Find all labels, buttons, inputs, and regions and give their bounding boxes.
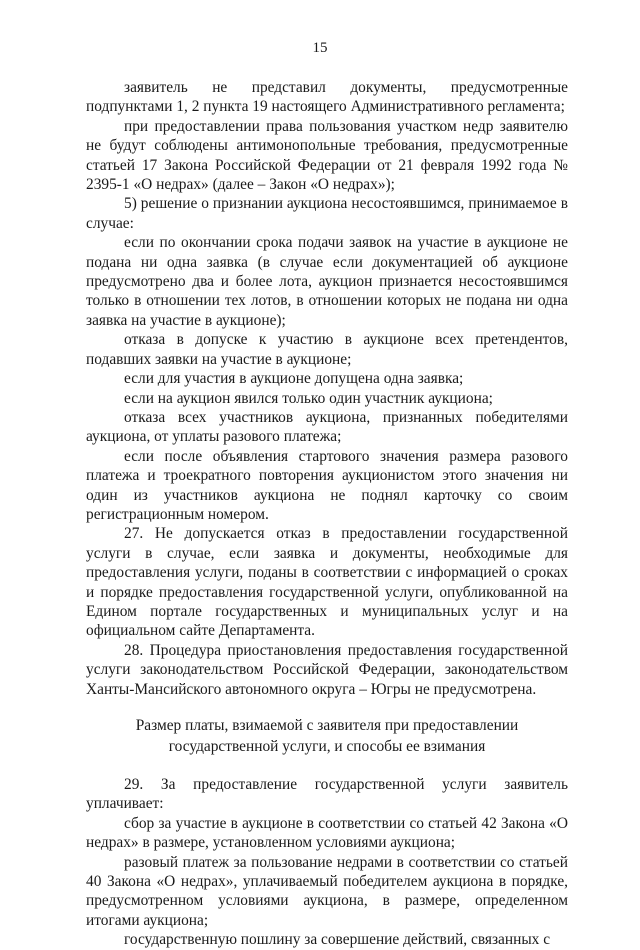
paragraph: отказа всех участников аукциона, признанных победителями аукциона, от уплаты разового платежа; bbox=[86, 408, 568, 446]
paragraph: 5) решение о признании аукциона несостоявшимся, принимаемое в случае: bbox=[86, 195, 568, 232]
paragraph: отказа в допуске к участию в аукционе всех претендентов, подавших заявки на участие в аукционе; bbox=[86, 331, 568, 368]
document-body bbox=[86, 78, 568, 950]
section-heading: Размер платы, взимаемой с заявителя при предоставлении государственной услуги, и способы ее взимания bbox=[135, 717, 519, 755]
paragraph: если для участия в аукционе допущена одна заявка; bbox=[124, 370, 464, 388]
paragraph: сбор за участие в аукционе в соответствии со статьей 42 Закона «О недрах» в размере, установленном условиями аукциона; bbox=[86, 814, 568, 852]
paragraph: 29. За предоставление государственной услуги заявитель уплачивает: bbox=[86, 776, 568, 813]
paragraph: 28. Процедура приостановления предоставления государственной услуги законодательством Российской Федерации, законодательством Ханты-Мансийского автономного округа – Югры не предусмотрена. bbox=[86, 641, 568, 698]
paragraph: если по окончании срока подачи заявок на участие в аукционе не подана ни одна заявка (в случае если документацией об аукционе предусмотрено два и более лота, аукцион признается несостоявшимся только в отношении тех лотов, в отношении которых не подана ни одна заявка на участие в аукционе); bbox=[86, 234, 568, 329]
paragraph: при предоставлении права пользования участком недр заявителю не будут соблюдены антимонопольные требования, предусмотренные статьей 17 Закона Российской Федерации от 21 февраля 1992 года № 2395-1 «О недрах» (далее – Закон «О недрах»); bbox=[86, 117, 568, 194]
page-number: 15 bbox=[312, 40, 328, 56]
paragraph: если после объявления стартового значения размера разового платежа и троекратного повторения аукционистом этого значения ни один из участников аукциона не поднял карточку со своим регистрационным номером. bbox=[86, 447, 568, 523]
paragraph: государственную пошлину за совершение действий, связанных с bbox=[124, 931, 551, 949]
paragraph: если на аукцион явился только один участник аукциона; bbox=[124, 389, 493, 407]
paragraph: 27. Не допускается отказ в предоставлении государственной услуги в случае, если заявка и документы, необходимые для предоставления услуги, поданы в соответствии с информацией о сроках и порядке предоставления государственной услуги, опубликованной на Едином портале государственных и муниципальных услуг и на официальном сайте Департамента. bbox=[86, 525, 568, 640]
paragraph: заявитель не представил документы, предусмотренные подпунктами 1, 2 пункта 19 настоящего Административного регламента; bbox=[86, 79, 568, 116]
paragraph: разовый платеж за пользование недрами в соответствии со статьей 40 Закона «О недрах», уплачиваемый победителем аукциона в порядке, предусмотренном условиями аукциона, в размере, определенном итогами аукциона; bbox=[86, 853, 568, 929]
